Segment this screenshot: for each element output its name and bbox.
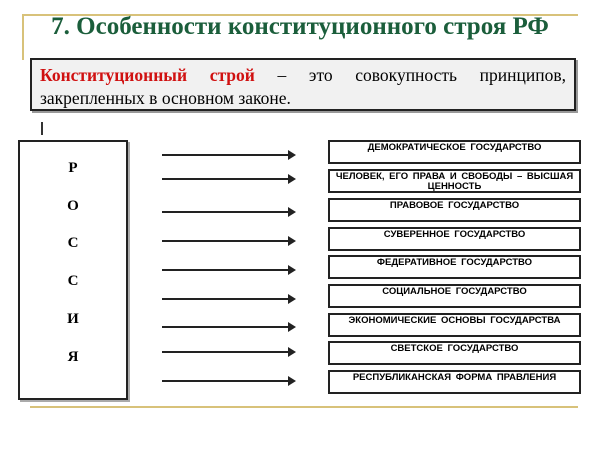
connector-line (41, 122, 43, 135)
decorative-line-bottom (30, 406, 578, 408)
definition-text: – это совокупность принципов, закрепленных в основном законе. (40, 65, 566, 108)
arrow-icon (162, 240, 294, 242)
arrow-icon (162, 380, 294, 382)
principle-box: СОЦИАЛЬНОЕ ГОСУДАРСТВО (328, 284, 581, 308)
slide-title: 7. Особенности конституционного строя РФ (51, 13, 549, 40)
arrow-icon (162, 351, 294, 353)
principle-box: ЧЕЛОВЕК, ЕГО ПРАВА И СВОБОДЫ – ВЫСШАЯ ЦЕННОСТЬ (328, 169, 581, 193)
country-letter: И (67, 311, 79, 327)
arrow-icon (162, 211, 294, 213)
country-letter: О (67, 198, 79, 214)
arrow-icon (162, 154, 294, 156)
country-letter: С (67, 273, 79, 289)
russia-box (18, 140, 128, 400)
arrow-icon (162, 269, 294, 271)
principle-box: СВЕТСКОЕ ГОСУДАРСТВО (328, 341, 581, 365)
principle-box: СУВЕРЕННОЕ ГОСУДАРСТВО (328, 227, 581, 251)
principle-box: РЕСПУБЛИКАНСКАЯ ФОРМА ПРАВЛЕНИЯ (328, 370, 581, 394)
country-letter: Р (68, 160, 78, 176)
definition-term: Конституционный строй (40, 65, 255, 85)
arrow-icon (162, 178, 294, 180)
country-letter: Я (67, 349, 79, 365)
country-letter: С (67, 235, 79, 251)
principle-box: ПРАВОВОЕ ГОСУДАРСТВО (328, 198, 581, 222)
principle-box: ЭКОНОМИЧЕСКИЕ ОСНОВЫ ГОСУДАРСТВА (328, 313, 581, 337)
principle-box: ФЕДЕРАТИВНОЕ ГОСУДАРСТВО (328, 255, 581, 279)
arrow-icon (162, 298, 294, 300)
arrow-icon (162, 326, 294, 328)
principle-box: ДЕМОКРАТИЧЕСКОЕ ГОСУДАРСТВО (328, 140, 581, 164)
definition-box (30, 58, 576, 111)
